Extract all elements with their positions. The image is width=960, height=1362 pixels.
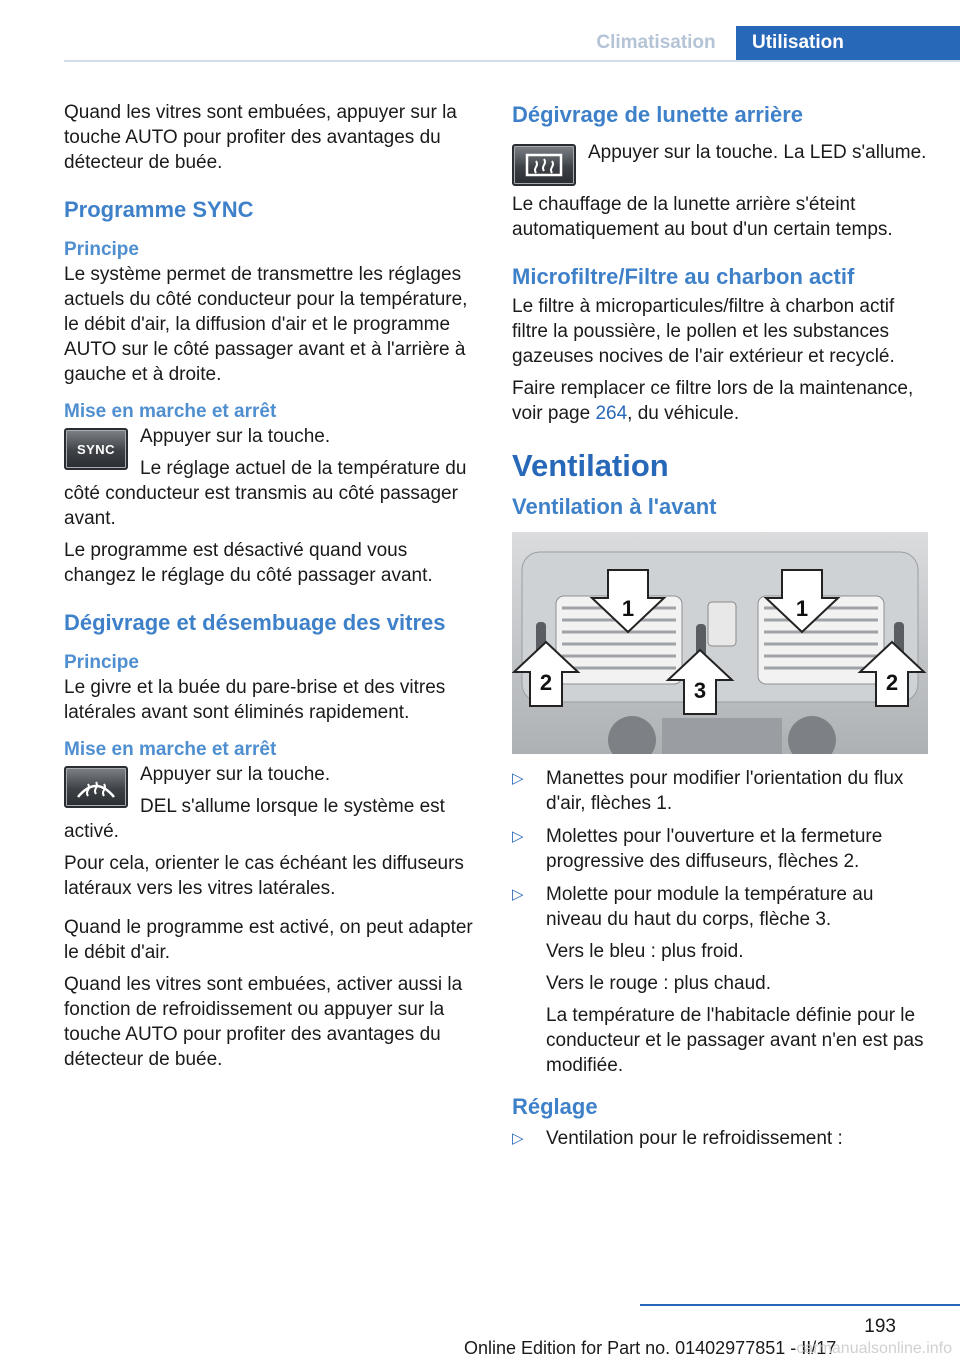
filter-maintenance-before: Faire remplacer ce filtre lors de la maintenance, voir page (512, 378, 914, 424)
section-tab: Utilisation (736, 26, 960, 62)
reglage-bullets (512, 1126, 928, 1151)
rear-defrost-press-text: Appuyer sur la touche. La LED s'allume. (588, 142, 927, 163)
chapter-tab: Climatisation (596, 32, 716, 53)
sync-button-icon (64, 428, 128, 470)
rear-defrost-heading: Dégivrage de lunette arrière (512, 102, 804, 127)
sync-heading: Programme SYNC (64, 197, 254, 222)
list-item (512, 882, 928, 1078)
bullet-text: Molette pour module la température au niveau du haut du corps, flèche 3. (546, 884, 874, 930)
ventilation-front-heading: Ventilation à l'avant (512, 494, 717, 519)
page-264-link[interactable]: 264 (595, 403, 628, 424)
bullet-text: Ventilation pour le refroidissement : (546, 1128, 843, 1149)
figure-label-1-right: 1 (795, 596, 809, 621)
sync-principe-text: Le système permet de transmettre les réglages actuels du côté conducteur pour la température, le débit d'air, la diffusion d'air et le programme AUTO sur le côté passager avant et à l'arrière à gauche et à droite. (64, 264, 468, 385)
ventilation-bullets (512, 766, 928, 1078)
sync-key-label: SYNC (76, 441, 116, 457)
sync-press-text: Appuyer sur la touche. (140, 426, 331, 447)
rear-defrost-auto-text: Le chauffage de la lunette arrière s'éteint automatiquement au bout d'un certain temps. (512, 194, 893, 240)
header-rule (64, 60, 960, 62)
figure-label-3: 3 (693, 678, 707, 703)
defrost-auto-text: Quand les vitres sont embuées, activer aussi la fonction de refroidissement ou appuyer sur la touche AUTO pour profiter des avantages du détecteur de buée. (64, 974, 463, 1070)
bullet-text: Manettes pour modifier l'orientation du flux d'air, flèches 1. (546, 768, 904, 814)
filter-maintenance-after: , du véhicule. (627, 403, 740, 424)
list-item (512, 766, 928, 816)
sync-off-text: Le programme est désactivé quand vous changez le réglage du côté passager avant. (64, 540, 433, 586)
list-item (512, 1126, 928, 1151)
dashboard-vents-illustration (512, 532, 928, 754)
triangle-bullet-icon: ▷ (512, 770, 524, 787)
bullet-subtext: Vers le rouge : plus chaud. (546, 973, 771, 994)
defrost-principe-text: Le givre et la buée du pare-brise et des vitres latérales avant sont éliminés rapidement. (64, 677, 446, 723)
ventilation-figure (512, 532, 928, 754)
left-column (64, 100, 480, 1079)
sync-transfer-text: Le réglage actuel de la température du côté conducteur est transmis au côté passager avant. (64, 458, 467, 529)
figure-label-1-left: 1 (621, 596, 635, 621)
defrost-adapt-text: Quand le programme est activé, on peut adapter le débit d'air. (64, 917, 473, 963)
sync-principe-heading: Principe (64, 239, 139, 260)
defrost-led-text: DEL s'allume lorsque le système est activé. (64, 796, 445, 842)
filter-heading: Microfiltre/Filtre au charbon actif (512, 264, 855, 289)
defrost-press-text: Appuyer sur la touche. (140, 764, 331, 785)
figure-label-2-right: 2 (885, 670, 899, 695)
sync-marche-heading: Mise en marche et arrêt (64, 401, 277, 422)
bullet-text: Molettes pour l'ouverture et la fermeture progressive des diffuseurs, flèches 2. (546, 826, 883, 872)
filter-text: Le filtre à microparticules/filtre à charbon actif filtre la poussière, le pollen et les substances gazeuses nocives de l'air extérieur et recyclé. (512, 296, 895, 367)
defrost-heading: Dégivrage et désembuage des vitres (64, 610, 446, 635)
figure-label-2-left: 2 (539, 670, 553, 695)
list-item (512, 824, 928, 874)
edition-text: Online Edition for Part no. 01402977851 - II/17 (464, 1338, 837, 1358)
defrost-principe-heading: Principe (64, 652, 139, 673)
footer-rule (640, 1304, 960, 1306)
filter-maintenance-text (512, 376, 928, 426)
sync-instruction (64, 424, 480, 538)
triangle-bullet-icon: ▷ (512, 1130, 524, 1147)
watermark: carmanualsonline.info (796, 1340, 952, 1357)
reglage-heading: Réglage (512, 1094, 598, 1119)
right-column (512, 100, 928, 1159)
intro-paragraph: Quand les vitres sont embuées, appuyer sur la touche AUTO pour profiter des avantages du détecteur de buée. (64, 102, 457, 173)
bullet-subtext: La température de l'habitacle définie pour le conducteur et le passager avant n'en est pas modifiée. (546, 1005, 924, 1076)
defrost-instruction (64, 762, 480, 851)
defrost-orient-text: Pour cela, orienter le cas échéant les diffuseurs latéraux vers les vitres latérales. (64, 853, 464, 899)
windshield-defrost-icon (64, 766, 128, 808)
rear-defrost-instruction (512, 140, 928, 192)
triangle-bullet-icon: ▷ (512, 828, 524, 845)
defrost-marche-heading: Mise en marche et arrêt (64, 739, 277, 760)
triangle-bullet-icon: ▷ (512, 886, 524, 903)
page-number: 193 (864, 1316, 896, 1337)
bullet-subtext: Vers le bleu : plus froid. (546, 941, 744, 962)
ventilation-heading: Ventilation (512, 448, 669, 483)
rear-window-defrost-icon (512, 144, 576, 186)
